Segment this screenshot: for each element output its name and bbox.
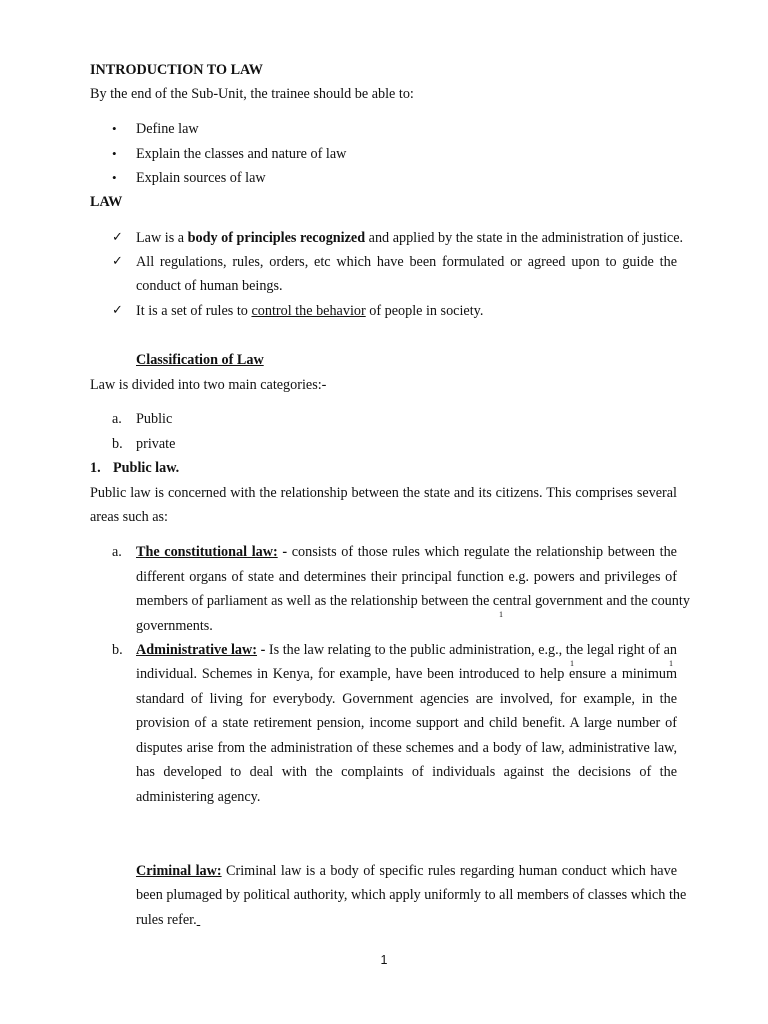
administrative-law-line: has developed to deal with the complaints of individuals against the decisions of the	[136, 764, 677, 780]
administrative-law-term: Administrative law:	[136, 642, 258, 658]
bullet-icon: •	[112, 121, 117, 136]
list-marker: b.	[112, 642, 123, 658]
term-dash: -	[257, 642, 266, 658]
list-marker: a.	[112, 544, 122, 560]
administrative-law-line: administering agency.	[136, 789, 261, 805]
constitutional-law-line: governments.	[136, 618, 213, 634]
term-dash: -	[277, 544, 288, 560]
administrative-law-line	[136, 641, 677, 659]
checkmark-icon: ✓	[112, 254, 123, 269]
checkmark-icon: ✓	[112, 230, 123, 245]
definition-emphasis: body of principles recognized	[187, 230, 366, 246]
definition-item-cont: conduct of human beings.	[136, 278, 283, 294]
public-law-paragraph: Public law is concerned with the relationship between the state and its citizens. This comprises several	[90, 485, 677, 501]
administrative-law-line: individual. Schemes in Kenya, for example, have been introduced to help ensure a minimum	[136, 666, 677, 682]
section-number: 1.	[90, 460, 101, 476]
constitutional-law-term: The constitutional law:	[136, 544, 278, 560]
footnote-mark: 1	[669, 659, 673, 668]
definition-underlined: control the behavior	[251, 303, 366, 319]
criminal-law-line	[136, 862, 677, 880]
checkmark-icon: ✓	[112, 303, 123, 318]
definition-item: All regulations, rules, orders, etc which have been formulated or agreed upon to guide the	[136, 254, 677, 270]
administrative-law-line: standard of living for everybody. Government agencies are involved, for example, in the	[136, 691, 677, 707]
public-law-heading: Public law.	[113, 460, 180, 476]
constitutional-law-line: different organs of state and determines their principal function e.g. powers and privileges of	[136, 569, 677, 585]
list-marker: b.	[112, 436, 123, 452]
criminal-law-text: rules refer.	[136, 912, 197, 928]
administrative-law-text: Is the law relating to the public administration, e.g., the legal right of an	[265, 642, 677, 658]
definition-text: and applied by the state in the administration of justice.	[365, 230, 684, 246]
criminal-law-text: Criminal law is a body of specific rules regarding human conduct which have	[221, 863, 677, 879]
classification-heading: Classification of Law	[136, 352, 264, 368]
intro-text: By the end of the Sub-Unit, the trainee should be able to:	[90, 86, 414, 102]
category-item: Public	[136, 411, 173, 427]
definition-item	[136, 229, 683, 247]
list-marker: a.	[112, 411, 122, 427]
objective-item: Explain the classes and nature of law	[136, 146, 347, 162]
law-heading: LAW	[90, 194, 123, 210]
category-item: private	[136, 436, 176, 452]
definition-text: of people in society.	[365, 303, 484, 319]
constitutional-law-line: members of parliament as well as the relationship between the central government and the county	[136, 593, 690, 609]
administrative-law-line: provision of a state retirement pension, income support and child benefit. A large number of	[136, 715, 677, 731]
bullet-icon: •	[112, 146, 117, 161]
criminal-law-term: Criminal law:	[136, 863, 222, 879]
administrative-law-line: disputes arise from the administration of these schemes and a body of law, administrative law,	[136, 740, 677, 756]
public-law-paragraph-cont: areas such as:	[90, 509, 168, 525]
definition-text: Law is a	[136, 230, 188, 246]
definition-text: It is a set of rules to	[136, 303, 252, 319]
footnote-mark: 1	[499, 610, 503, 619]
page-number: 1	[380, 953, 388, 967]
criminal-law-line: been plumaged by political authority, which apply uniformly to all members of classes which the	[136, 887, 687, 903]
criminal-law-line	[136, 911, 200, 929]
classification-intro: Law is divided into two main categories:-	[90, 377, 327, 393]
definition-item	[136, 302, 483, 320]
document-title: INTRODUCTION TO LAW	[90, 62, 263, 78]
footnote-mark: 1	[570, 659, 574, 668]
objective-item: Explain sources of law	[136, 170, 266, 186]
bullet-icon: •	[112, 170, 117, 185]
constitutional-law-line	[136, 543, 677, 561]
trailing-underline	[197, 912, 201, 928]
objective-item: Define law	[136, 121, 199, 137]
constitutional-law-text: consists of those rules which regulate the relationship between the	[287, 544, 677, 560]
